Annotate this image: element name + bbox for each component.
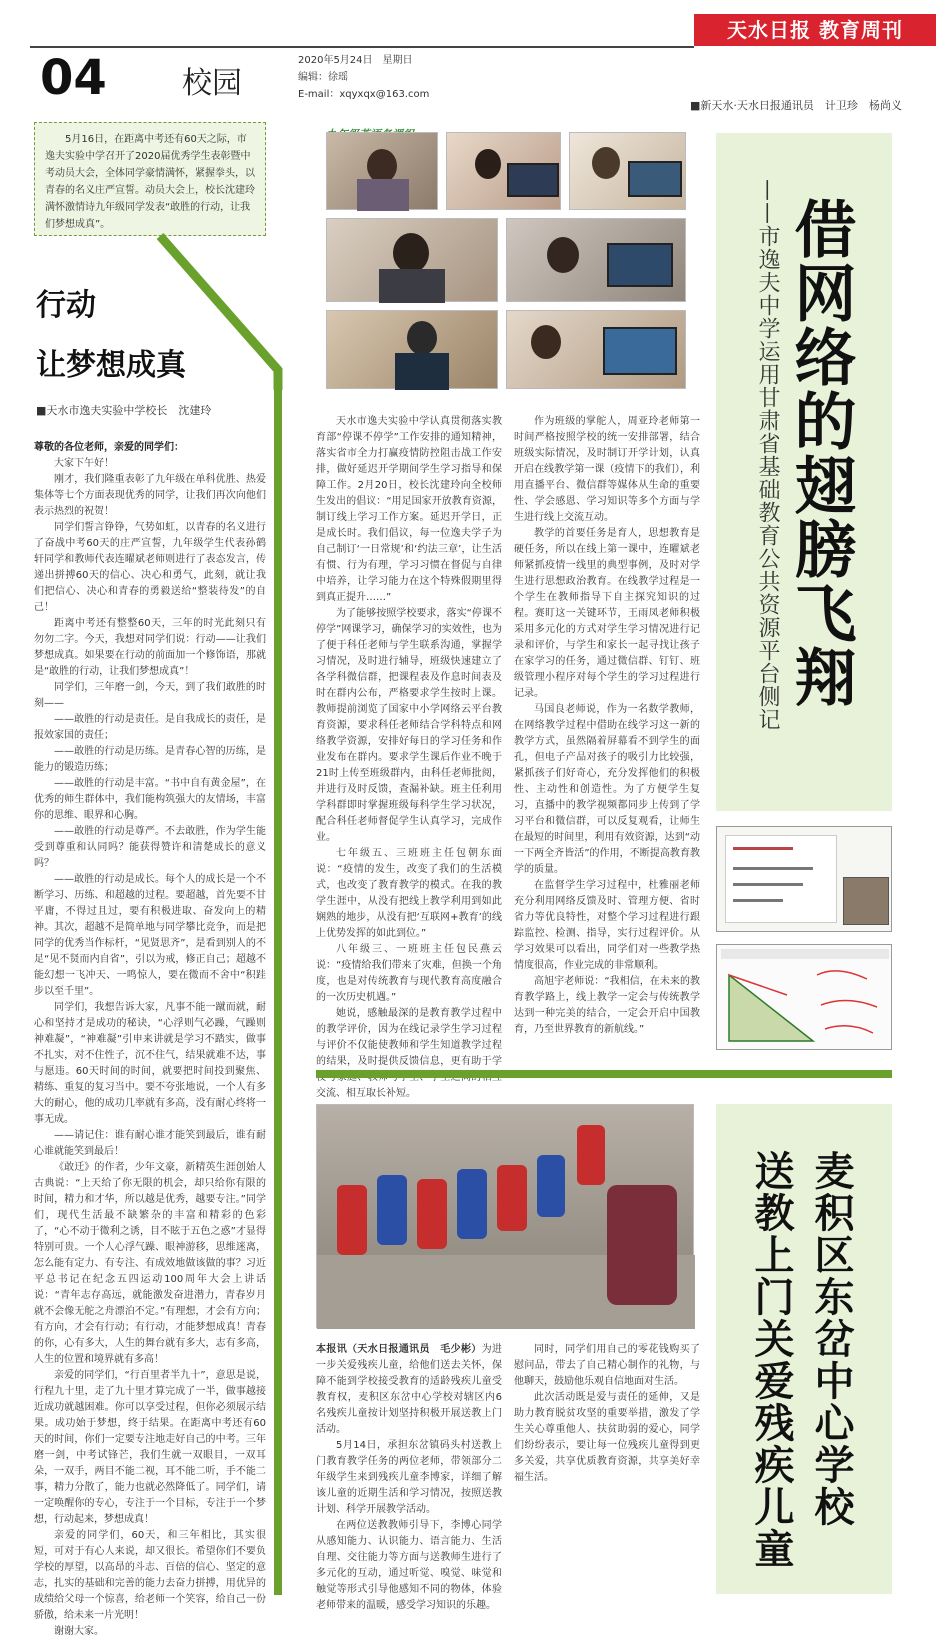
speech-paragraph: 刚才，我们隆重表彰了九年级在单科优胜、热爱集体等七个方面表现优秀的同学，让我们再次向他们表示热烈的祝贺！ bbox=[34, 474, 266, 517]
article1-paragraph: 八年级三、一班班主任包民燕云说：“疫情给我们带来了灾难，但换一个角度，也是对传统教育与现代教育高度融合的一次历史机遇。” bbox=[316, 944, 502, 1003]
speech-greeting: 尊敬的各位老师，亲爱的同学们： bbox=[34, 442, 184, 453]
article-separator-bar bbox=[316, 1070, 892, 1078]
issue-email[interactable]: E-mail：xqyxqx@163.com bbox=[298, 89, 430, 100]
page-number: 04 bbox=[40, 50, 107, 106]
speech-intro-box: 5月16日，在距离中考还有60天之际，市逸夫实验中学召开了2020届优秀学生表彰暨中考动员大会，全体同学豪情满怀，紧握拳头，以青春的名义庄严宣誓。动员大会上，校长沈建玲满怀激情诗九年级同学发表“敢胜的行动，让我们梦想成真”。 bbox=[34, 122, 266, 236]
article2-title: 麦积区东岔中心学校 bbox=[808, 1150, 854, 1528]
article2-lead: 本报讯（天水日报通讯员 毛少彬） bbox=[316, 1344, 482, 1355]
article1-title-panel bbox=[716, 133, 892, 811]
article2-paragraph: 在两位送教教师引导下，李博心同学从感知能力、认识能力、语言能力、生活自理、交往能力等方面与送教师生进行了多元化的互动，通过听觉、嗅觉、味觉和触觉等形式引导他感知不同的物体，体验老师带来的温暖，感受学习知识的乐趣。 bbox=[316, 1520, 502, 1611]
article2-title-panel bbox=[716, 1104, 892, 1594]
speech-column-divider bbox=[274, 370, 282, 1595]
speech-paragraph: 谢谢大家。 bbox=[54, 1626, 104, 1637]
article1-paragraph: 她说，感触最深的是教育教学过程中的教学评价，因为在线记录学生学习过程与评价不仅能使教师和学生知道教学过程的结果，及时提供反馈信息，更有助于学 交流、相互取长补短。 bbox=[316, 1008, 502, 1099]
article2-paragraph: 同时，同学们用自己的零花钱购买了慰问品，带去了自己精心制作的礼物，与他聊天，鼓励他乐观自信地面对生活。 bbox=[514, 1344, 700, 1387]
speech-paragraph: ——敢胜的行动是责任。是自我成长的责任，是报效家国的责任； bbox=[34, 714, 266, 741]
photo-teacher-4 bbox=[326, 218, 498, 302]
article1-paragraph: 高旭宇老师说：“我相信，在未来的教育教学路上，线上教学一定会与传统教学达到一种完美的结合，一定会开启中国教育，乃至世界教育的新航线。” bbox=[514, 976, 700, 1035]
speech-paragraph: 同学们誓言铮铮，气势如虹，以青春的名义进行了奋战中考60天的庄严宣誓，九年级学生代表孙鹤轩同学和教师代表连曜斌老师则进行了表态发言，传递出拼搏60天的信心、决心和勇气，此刻，就让我们把信心、决心和青春的勇毅送给“整装待发”的自己！ bbox=[34, 522, 266, 613]
article1-paragraph: 天水市逸夫实验中学认真贯彻落实教育部“停课不停学”工作安排的通知精神，落实省市全力打赢疫情防控阻击战工作安排，做好延迟开学期间学生学习指导和保障工作。2月20日，校长沈建玲向全校师生发出的倡议：“用足国家开放教育资源，制订线上学习工作方案。延迟开学日，正是成长时。我们倡议，每一位逸夫学子为自己制订‘一日常规’和‘约法三章’，让生活有惯、行为有理，学习习惯在督促与自律中培养，让学习能力在这个特殊假期里得到真正提升……” bbox=[316, 416, 502, 603]
speech-title-line2: 让梦想成真 bbox=[36, 348, 186, 383]
speech-paragraph: 同学们，三年磨一剑，今天，到了我们敢胜的时刻—— bbox=[34, 682, 266, 709]
article1-title: 借网络的翅膀飞翔 bbox=[784, 197, 857, 709]
issue-date: 2020年5月24日 星期日 bbox=[298, 55, 413, 66]
online-class-screenshot-2 bbox=[716, 944, 892, 1050]
article2-paragraph: 此次活动既是爱与责任的延伸，又是助力教育脱贫攻坚的重要举措，激发了学生关心尊重他人、扶贫助弱的爱心，同学们纷纷表示，要让每一位残疾儿童得到更多关爱，共享优质教育资源，共享美好幸福生活。 bbox=[514, 1392, 700, 1483]
article1-subtitle: ——市逸夫中学运用甘肃省基础教育公共资源平台侧记 bbox=[755, 179, 780, 731]
photo-teacher-7 bbox=[506, 310, 686, 389]
photo-collage bbox=[326, 124, 686, 389]
article1-paragraph: 七年级五、三班班主任包朝东面说：“疫情的发生，改变了我们的生活模式，也改变了教育教学的模式。在我的教学生涯中，从没有把线上教学利用到如此娴熟的地步，从没有把‘互联网+教育’的线上优势发挥的如此到位。” bbox=[316, 848, 502, 939]
article2-subtitle: 送教上门关爱残疾儿童 bbox=[748, 1150, 794, 1570]
photo-teacher-5 bbox=[506, 218, 686, 302]
article1-paragraph: 在监督学生学习过程中，杜雅丽老师充分利用网络反馈及时、管理方便、省时省力等优良特性，对整个学习过程进行跟踪监控、检测、指导，实行过程评价。从学习效果可以看出，同学们对一些教学热情度很高，作业完成的非常顺利。 bbox=[514, 880, 700, 971]
speech-paragraph: ——敢胜的行动是尊严。不去敢胜，作为学生能受到尊重和认同吗？能获得赞许和清楚成长的意义吗？ bbox=[34, 826, 266, 869]
issue-editor: 编辑：徐瑶 bbox=[298, 72, 348, 83]
speech-paragraph: ——敢胜的行动是历练。是青春心智的历练，是能力的锻造历练； bbox=[34, 746, 266, 773]
article2-column-1 bbox=[316, 1342, 503, 1611]
speech-paragraph: ——请记住：谁有耐心谁才能笑到最后，谁有耐心谁就能笑到最后！ bbox=[34, 1130, 266, 1157]
article1-column-2 bbox=[514, 414, 700, 1054]
photo-teacher-1 bbox=[326, 132, 438, 210]
photo-teacher-2 bbox=[446, 132, 561, 210]
online-class-screenshot-1 bbox=[716, 826, 892, 932]
issue-info bbox=[298, 52, 429, 103]
speech-paragraph: 亲爱的同学们，60天，和三年相比，其实很短，可对于有心人来说，却又很长。希望你们不要负学校的厚望，以高昂的斗志、百倍的信心、坚定的意志，扎实的基础和完善的能力去奋力拼搏，用优异的成绩给父母一个惊喜，给老师一个笑容，给自己一份骄傲，给未来一片光明！ bbox=[34, 1530, 266, 1621]
article2-paragraph: 5月14日，承担东岔镇码头村送教上门教育教学任务的两位老师，带领部分二年级学生来到残疾儿童李博家，详细了解该儿童的近期生活和学习情况，按照送教计划、科学开展教学活动。 bbox=[316, 1440, 502, 1515]
speech-paragraph: 亲爱的同学们，“行百里者半九十”，意思是说，行程九十里，走了九十里才算完成了一半，做事越接近成功就越困难。你可以享受过程，但你必须展示结果。成功始于梦想，终于结果。在距离中考还有60天的时间，你们一定要专注地走好自己的中考。三年磨一剑，中考试锋芒，我们生就一双眼目，一双耳朵，一双手，两目不能二视，耳不能二听，手不能二事，精力分散了，能力也就必然降低了。同学们，请一定唤醒你的专心，专注于一个目标，专注于一个梦想，行动起来，梦想成真！ bbox=[34, 1370, 266, 1525]
speech-paragraph: ——敢胜的行动是丰富。“书中自有黄金屋”，在优秀的师生群体中，我们能构筑强大的友情场，丰富你的思维、眼界和心胸。 bbox=[34, 778, 266, 821]
photo-teacher-6 bbox=[326, 310, 498, 389]
article1-paragraph: 教学的首要任务是育人，思想教育是硬任务，所以在线上第一课中，连曜斌老师紧抓疫情一线里的典型事例，及时对学生进行思想政治教育。在线教学过程是一个学生在教师指导下自主探究知识的过程。赛盯这一关键环节，王雨凤老师积极采用多元化的方式对学生学习情况进行记录和评价，与学生和家长一起寻找让孩子在家学习的任务，通过微信群、钉钉、班级管理小程序对每个学生的学习过程进行记录。 bbox=[514, 528, 700, 699]
article2-column-2 bbox=[514, 1342, 700, 1597]
masthead-banner: 天水日报 教育周刊 bbox=[694, 14, 936, 46]
speech-paragraph: 同学们，我想告诉大家，凡事不能一蹴而就，耐心和坚持才是成功的秘诀，“心浮则气必躁，气躁则神难凝”，“神难凝”引申来讲就是学习不踏实，做事不扎实，对不住性子，沉不住气，结果就难不达，事与愿违。60天时间的时间，就要把时间投到聚焦、精练、重复的复习当中。要不夸张地说，一个人有多大的耐心，他的成功几率就有多高，没有耐心终将一事无成。 bbox=[34, 1002, 266, 1125]
header-rule bbox=[30, 46, 694, 48]
math-triangle-drawing bbox=[717, 945, 893, 1051]
speech-paragraph: 大家下午好！ bbox=[54, 458, 114, 469]
speech-title-line1: 行动 bbox=[36, 288, 96, 323]
speech-paragraph: 距离中考还有整整60天，三年的时光此刻只有勿勿二字。今天，我想对同学们说：行动——让我们梦想成真。如果要在行动的前面加一个修饰语，那就是“敢胜的行动，让我们梦想成真”！ bbox=[34, 618, 266, 677]
article1-paragraph: 作为班级的掌舵人，周亚玲老师第一时间严格按照学校的统一安排部署，结合班级实际情况，及时制订开学计划，认真开启在线教学第一课（疫情下的我们），利用直播平台、微信群等媒体从生命的重要性、学会感恩、学习知识等多个方面与学生进行线上交流互动。 bbox=[514, 416, 700, 523]
photo-students-visit bbox=[316, 1104, 694, 1328]
speech-paragraph: ——敢胜的行动是成长。每个人的成长是一个不断学习、历练、和超越的过程。要超越，首先要不甘平庸，不得过且过，要有积极进取、奋发向上的精神。其次，超越不是简单地与同学攀比竞争，而是把同学的优秀当作标杆，“见贤思齐”，是看到别人的不足“见不贤而内自省”，引以为戒，修正自己；超越不能幻想一飞冲天、一鸣惊人，要在微而不舍中“积跬步以至千里”。 bbox=[34, 874, 266, 997]
article1-column-1 bbox=[316, 414, 502, 1099]
article2-paragraph: 为进一步关爱残疾儿童，给他们送去关怀，保障不能到学校接受教育的适龄残疾儿童受教育权，麦积区东岔中心学校对辖区内6名残疾儿童按计划坚持积极开展送教上门活动。 bbox=[316, 1344, 503, 1435]
speech-body bbox=[34, 440, 266, 1637]
photo-teacher-3 bbox=[569, 132, 686, 210]
article1-byline: ■新天水·天水日报通讯员 计卫珍 杨尚义 bbox=[690, 99, 902, 112]
speech-byline: ■天水市逸夫实验中学校长 沈建玲 bbox=[36, 404, 212, 417]
section-title: 校园 bbox=[182, 66, 242, 101]
article1-paragraph: 为了能够按照学校要求，落实“停课不停学”网课学习，确保学习的实效性，也为了便于科任老师与学生联系沟通，掌握学习情况，及时进行辅导，班级快速建立了各学科微信群，把课程表及作息时间表及时在群内公布，严格要求学生按时上课。教师提前浏览了国家中小学网络云平台教育资源，要求科任老师结合学科特点和网络教学资源，安排好每日的学习任务和作业发布在群内。要求学生课后作业不晚于21时上传至班级群内，由科任老师批阅，并进行及时反馈，查漏补缺。班主任利用学科群即时掌握班级每科学生学习状况，配合科任老师督促学生认真学习，完成作业。 bbox=[316, 608, 502, 843]
speech-paragraph: 《敢迁》的作者，少年文豪，新精英生涯创始人古典说：“上天给了你无限的机会，却只给你有限的时间，精力和才华，所以越是优秀，越要专注。”同学们，现代生活最不缺繁杂的丰富和精彩的色彩了，“心不动于微利之诱，目不眩于五色之惑”才显得特别可贵。一个人心浮气躁、眼神游移，思维迷离，怎么能有定力、有专注、有成效地做该做的事？习近平总书记在纪念五四运动100周年大会上讲话说：“青年志存高远，就能激发奋进潜力，青春岁月就不会像无舵之舟漂泊不定。”有理想，才会有方向；有方向，才会有行动；有行动，才能梦想成真！青春的你，心有多大，人生的舞台就有多大，志有多高，人生的位置和境界就有多高！ bbox=[34, 1162, 266, 1365]
article1-paragraph: 马国良老师说，作为一名数学教师，在网络教学过程中借助在线学习这一新的教学方式，虽然隔着屏幕看不到学生的面孔，但电子产品对孩子的吸引力比较强，紧抓孩子们好奇心，充分发挥他们的积极性、主动性和创造性。为了方便学生复习，直播中的教学视频都同步上传到了学习平台和微信群，可以反复观看，让师生在最短的时间里，利用有效资源，达到“动一下两全齐皆活”的作用，不断提高教育教学的质量。 bbox=[514, 704, 700, 875]
